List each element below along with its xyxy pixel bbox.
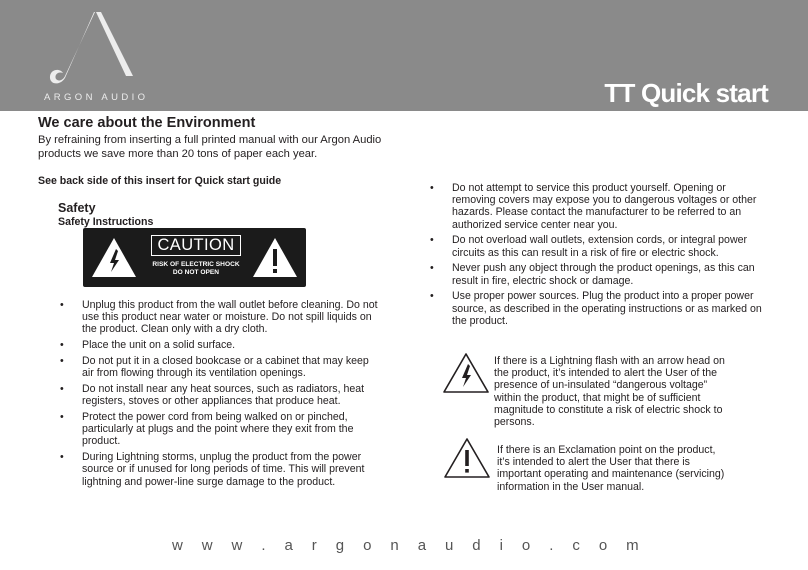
header-banner	[0, 0, 808, 111]
safety-title: Safety	[58, 201, 96, 215]
list-item: • Do not overload wall outlets, extension cords, or integral power circuits as this can result in a risk of fire or electric shock.	[430, 234, 762, 258]
back-side-note: See back side of this insert for Quick start guide	[38, 175, 282, 187]
page-title: TT Quick start	[604, 78, 768, 108]
exclamation-triangle-icon	[443, 437, 491, 479]
logo-mark-icon	[46, 8, 138, 86]
argon-audio-logo	[40, 8, 149, 103]
list-item: • Never push any object through the product openings, as this can result in fire, electric shock or damage.	[430, 262, 762, 286]
caution-word: CAUTION	[151, 235, 241, 256]
list-item: • Do not install near any heat sources, such as radiators, heat registers, stoves or other appliances that produce heat.	[60, 383, 380, 407]
lightning-triangle-icon	[442, 352, 490, 394]
list-item: • Unplug this product from the wall outlet before cleaning. Do not use this product near water or moisture. Do not spill liquids on the product. Clean only with a dry cloth.	[60, 299, 380, 336]
exclamation-warning-icon	[251, 236, 299, 279]
safety-list-right	[430, 182, 762, 331]
environment-section	[38, 115, 388, 229]
list-item: • During Lightning storms, unplug the product from the power source or if unused for long periods of time. This will prevent lightning and power-line surge damage to the product.	[60, 451, 380, 488]
safety-subtitle: Safety Instructions	[58, 216, 154, 228]
lightning-note: If there is a Lightning flash with an arrow head on the product, it’s intended to alert the User of the presence of un-insulated “dangerous voltage” within the product, that might be of sufficient magnitude to constitute a risk of electric shock to persons.	[494, 355, 725, 429]
environment-title: We care about the Environment	[38, 115, 256, 131]
list-item: • Use proper power sources. Plug the product into a proper power source, as described in the operating instructions or as marked on the product.	[430, 290, 762, 327]
caution-line-2: DO NOT OPEN	[172, 269, 220, 276]
list-item: • Do not put it in a closed bookcase or a cabinet that may keep air from flowing through its ventilation openings.	[60, 355, 380, 379]
safety-list-left	[60, 299, 380, 491]
caution-label	[83, 228, 306, 287]
brand-name: ARGON AUDIO	[44, 92, 149, 103]
list-item: • Place the unit on a solid surface.	[60, 339, 380, 351]
list-item: • Do not attempt to service this product yourself. Opening or removing covers may expose you to dangerous voltages or other hazards. Please contact the manufacturer to be referred to an authorized service center near you.	[430, 182, 762, 231]
list-item: • Protect the power cord from being walked on or pinched, particularly at plugs and the point where they exit from the product.	[60, 411, 380, 448]
exclamation-note: If there is an Exclamation point on the product, it’s intended to alert the User that there is important operating and maintenance (servicing) information in the User manual.	[497, 444, 725, 493]
environment-body: By refraining from inserting a full printed manual with our Argon Audio products we save more than 20 tons of paper each year.	[38, 134, 382, 160]
safety-heading	[58, 201, 388, 229]
website-url: w w w . a r g o n a u d i o . c o m	[171, 537, 647, 554]
caution-line-1: RISK OF ELECTRIC SHOCK	[152, 261, 240, 268]
lightning-warning-icon	[90, 236, 138, 279]
